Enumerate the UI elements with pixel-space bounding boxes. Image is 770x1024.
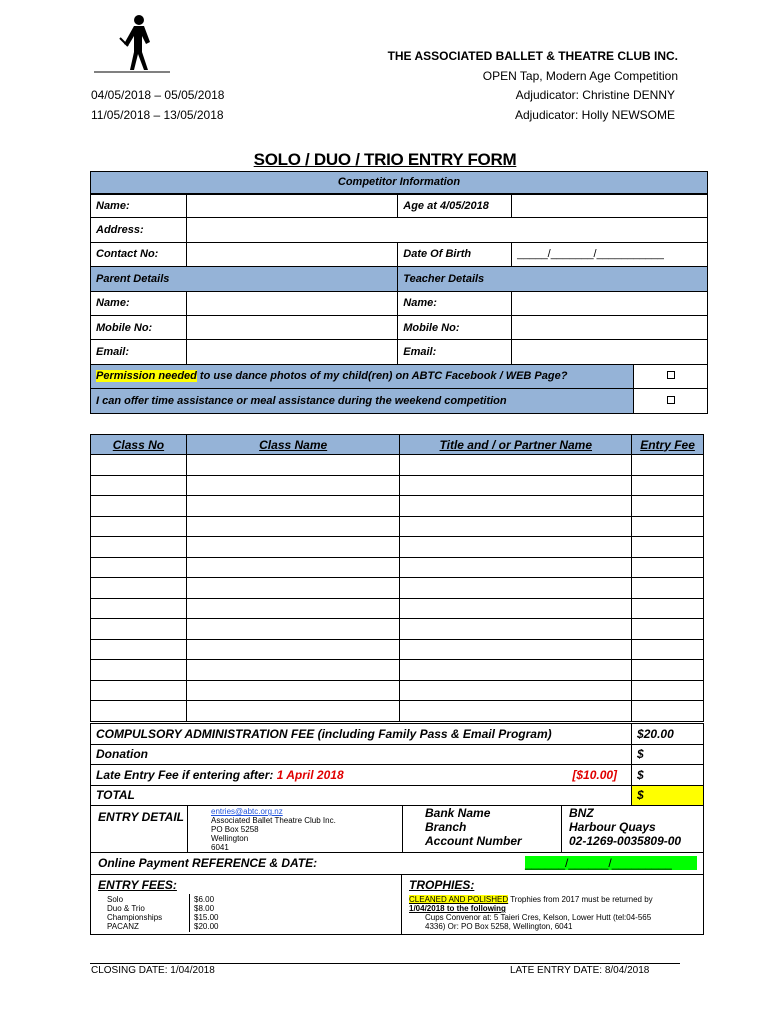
teacher-name-field[interactable]: [512, 291, 708, 315]
col-class-name: Class Name: [186, 435, 400, 455]
title-partner-cell[interactable]: [400, 639, 632, 660]
class-entry-row: [91, 578, 704, 599]
entry-fee-cell[interactable]: [632, 537, 704, 558]
entry-fee-cell[interactable]: [632, 557, 704, 578]
title-partner-cell[interactable]: [400, 660, 632, 681]
teacher-email-label: Email:: [398, 340, 512, 364]
entry-fee-cell[interactable]: [632, 475, 704, 496]
late-entry-date: LATE ENTRY DATE: 8/04/2018: [510, 965, 650, 976]
class-entry-row: [91, 455, 704, 476]
total-label: TOTAL: [91, 785, 632, 806]
class-name-cell[interactable]: [186, 598, 400, 619]
dob-label: Date Of Birth: [398, 242, 512, 266]
assistance-checkbox[interactable]: [634, 389, 708, 413]
class-name-cell[interactable]: [186, 496, 400, 517]
class-no-cell[interactable]: [91, 516, 187, 537]
dates-1: 04/05/2018 – 05/05/2018: [91, 88, 225, 102]
entry-fee-cell[interactable]: [632, 619, 704, 640]
fee-table: [90, 723, 704, 806]
class-name-cell[interactable]: [186, 516, 400, 537]
class-name-cell[interactable]: [186, 455, 400, 476]
entry-fee-items: Solo Duo & Trio Championships PACANZ: [107, 895, 163, 931]
address-line-1: Associated Ballet Theatre Club Inc.: [211, 816, 336, 825]
form-title: SOLO / DUO / TRIO ENTRY FORM: [253, 150, 517, 169]
entry-fee-cell[interactable]: [632, 516, 704, 537]
class-no-cell[interactable]: [91, 701, 187, 722]
bank-values: [569, 806, 681, 848]
class-no-cell[interactable]: [91, 496, 187, 517]
donation-label: Donation: [91, 744, 632, 765]
title-partner-cell[interactable]: [400, 496, 632, 517]
assistance-row: I can offer time assistance or meal assistance during the weekend competition: [91, 389, 634, 413]
title-partner-cell[interactable]: [400, 701, 632, 722]
entry-detail-label: ENTRY DETAIL: [98, 810, 185, 824]
entry-fee-cell[interactable]: [632, 680, 704, 701]
bank-labels: Bank Name Branch Account Number: [425, 806, 522, 848]
entry-fee-cell[interactable]: [632, 701, 704, 722]
class-entry-row: [91, 619, 704, 640]
class-name-cell[interactable]: [186, 619, 400, 640]
entry-detail-block: [90, 805, 704, 853]
org-name: THE ASSOCIATED BALLET & THEATRE CLUB INC.: [387, 49, 678, 63]
fees-trophies-block: [90, 875, 704, 935]
address-field[interactable]: [186, 218, 707, 242]
class-name-cell[interactable]: [186, 537, 400, 558]
teacher-details-heading: Teacher Details: [398, 267, 708, 291]
class-entry-row: [91, 639, 704, 660]
class-no-cell[interactable]: [91, 557, 187, 578]
address-label: Address:: [91, 218, 187, 242]
class-no-cell[interactable]: [91, 639, 187, 660]
title-partner-cell[interactable]: [400, 578, 632, 599]
competitor-table: [90, 171, 708, 414]
class-entry-row: [91, 557, 704, 578]
teacher-mobile-label: Mobile No:: [398, 315, 512, 339]
online-payment-row: [90, 853, 704, 875]
contact-field[interactable]: [186, 242, 397, 266]
class-no-cell[interactable]: [91, 598, 187, 619]
class-entry-row: [91, 598, 704, 619]
address-line-2: PO Box 5258: [211, 825, 259, 834]
parent-email-field[interactable]: [186, 340, 397, 364]
admin-fee-label: COMPULSORY ADMINISTRATION FEE (including Family Pass & Email Program): [91, 724, 632, 745]
online-payment-label: Online Payment REFERENCE & DATE:: [98, 856, 318, 870]
col-class-no: Class No: [91, 435, 187, 455]
adjudicator-2: Adjudicator: Holly NEWSOME: [514, 108, 675, 122]
class-no-cell[interactable]: [91, 680, 187, 701]
age-label: Age at 4/05/2018: [398, 194, 512, 218]
class-entry-row: [91, 680, 704, 701]
class-entry-row: [91, 660, 704, 681]
class-no-cell[interactable]: [91, 475, 187, 496]
title-partner-cell[interactable]: [400, 537, 632, 558]
class-name-cell[interactable]: [186, 660, 400, 681]
entry-fee-prices: $6.00 $8.00 $15.00 $20.00: [194, 895, 219, 931]
contact-label: Contact No:: [91, 242, 187, 266]
age-field[interactable]: [512, 194, 708, 218]
checkbox-icon: [667, 396, 675, 404]
title-partner-cell[interactable]: [400, 475, 632, 496]
class-no-cell[interactable]: [91, 619, 187, 640]
name-label: Name:: [91, 194, 187, 218]
class-name-cell[interactable]: [186, 475, 400, 496]
dob-field[interactable]: _____/_______/___________: [512, 242, 708, 266]
parent-name-field[interactable]: [186, 291, 397, 315]
dancer-logo: [92, 12, 172, 84]
bank-name: BNZ: [569, 806, 594, 820]
late-fee-amount[interactable]: $: [632, 765, 704, 786]
footer-rule: [90, 963, 680, 964]
entries-email-link[interactable]: entries@abtc.org.nz: [211, 807, 283, 816]
class-name-cell[interactable]: [186, 701, 400, 722]
class-name-cell[interactable]: [186, 578, 400, 599]
dates-2: 11/05/2018 – 13/05/2018: [91, 108, 224, 122]
photo-permission-row: Permission needed to use dance photos of my child(ren) on ABTC Facebook / WEB Page?: [91, 364, 634, 388]
late-fee-row: Late Entry Fee if entering after: 1 April 2018 [$10.00]: [91, 765, 632, 786]
entry-fee-cell[interactable]: [632, 598, 704, 619]
teacher-mobile-field[interactable]: [512, 315, 708, 339]
entry-fee-cell[interactable]: [632, 660, 704, 681]
parent-email-label: Email:: [91, 340, 187, 364]
class-entry-row: [91, 701, 704, 722]
class-no-cell[interactable]: [91, 455, 187, 476]
bank-account: 02-1269-0035809-00: [569, 834, 682, 848]
competitor-info-heading: Competitor Information: [91, 172, 708, 194]
address-line-3: Wellington: [211, 834, 249, 843]
title-partner-cell[interactable]: [400, 557, 632, 578]
class-no-cell[interactable]: [91, 660, 187, 681]
entry-fee-cell[interactable]: [632, 639, 704, 660]
trophies-title: TROPHIES:: [409, 878, 475, 892]
class-name-cell[interactable]: [186, 639, 400, 660]
col-title-partner: Title and / or Partner Name: [400, 435, 632, 455]
parent-name-label: Name:: [91, 291, 187, 315]
title-partner-cell[interactable]: [400, 680, 632, 701]
donation-amount[interactable]: $: [632, 744, 704, 765]
class-entries-table: [90, 434, 704, 722]
class-no-cell[interactable]: [91, 578, 187, 599]
checkbox-icon: [667, 371, 675, 379]
bank-branch: Harbour Quays: [569, 820, 656, 834]
competition-name: OPEN Tap, Modern Age Competition: [482, 69, 678, 83]
online-payment-field[interactable]: ______/______/_________: [525, 856, 697, 870]
class-entry-row: [91, 475, 704, 496]
col-entry-fee: Entry Fee: [632, 435, 704, 455]
title-partner-cell[interactable]: [400, 455, 632, 476]
class-entry-row: [91, 496, 704, 517]
parent-mobile-field[interactable]: [186, 315, 397, 339]
class-entry-row: [91, 516, 704, 537]
parent-mobile-label: Mobile No:: [91, 315, 187, 339]
entry-fee-cell[interactable]: [632, 578, 704, 599]
class-name-cell[interactable]: [186, 680, 400, 701]
admin-fee-amount: $20.00: [632, 724, 704, 745]
class-entry-row: [91, 537, 704, 558]
entry-fee-cell[interactable]: [632, 496, 704, 517]
trophies-text: CLEANED AND POLISHED Trophies from 2017 must be returned by 1/04/2018 to the following Cups Convenor at: 5 Taieri Cres, Kelson, Lower Hutt (tel:04-565 4336) Or: PO Box 5258, Wellington, 6041: [409, 895, 653, 931]
teacher-name-label: Name:: [398, 291, 512, 315]
address-line-4: 6041: [211, 843, 229, 852]
name-field[interactable]: [186, 194, 397, 218]
closing-date: CLOSING DATE: 1/04/2018: [91, 965, 215, 976]
title-partner-cell[interactable]: [400, 598, 632, 619]
photo-permission-checkbox[interactable]: [634, 364, 708, 388]
adjudicator-1: Adjudicator: Christine DENNY: [515, 88, 675, 102]
parent-details-heading: Parent Details: [91, 267, 398, 291]
teacher-email-field[interactable]: [512, 340, 708, 364]
title-partner-cell[interactable]: [400, 619, 632, 640]
total-amount[interactable]: $: [632, 785, 704, 806]
title-partner-cell[interactable]: [400, 516, 632, 537]
class-name-cell[interactable]: [186, 557, 400, 578]
entry-fee-cell[interactable]: [632, 455, 704, 476]
class-no-cell[interactable]: [91, 537, 187, 558]
entry-fees-title: ENTRY FEES:: [98, 878, 177, 892]
